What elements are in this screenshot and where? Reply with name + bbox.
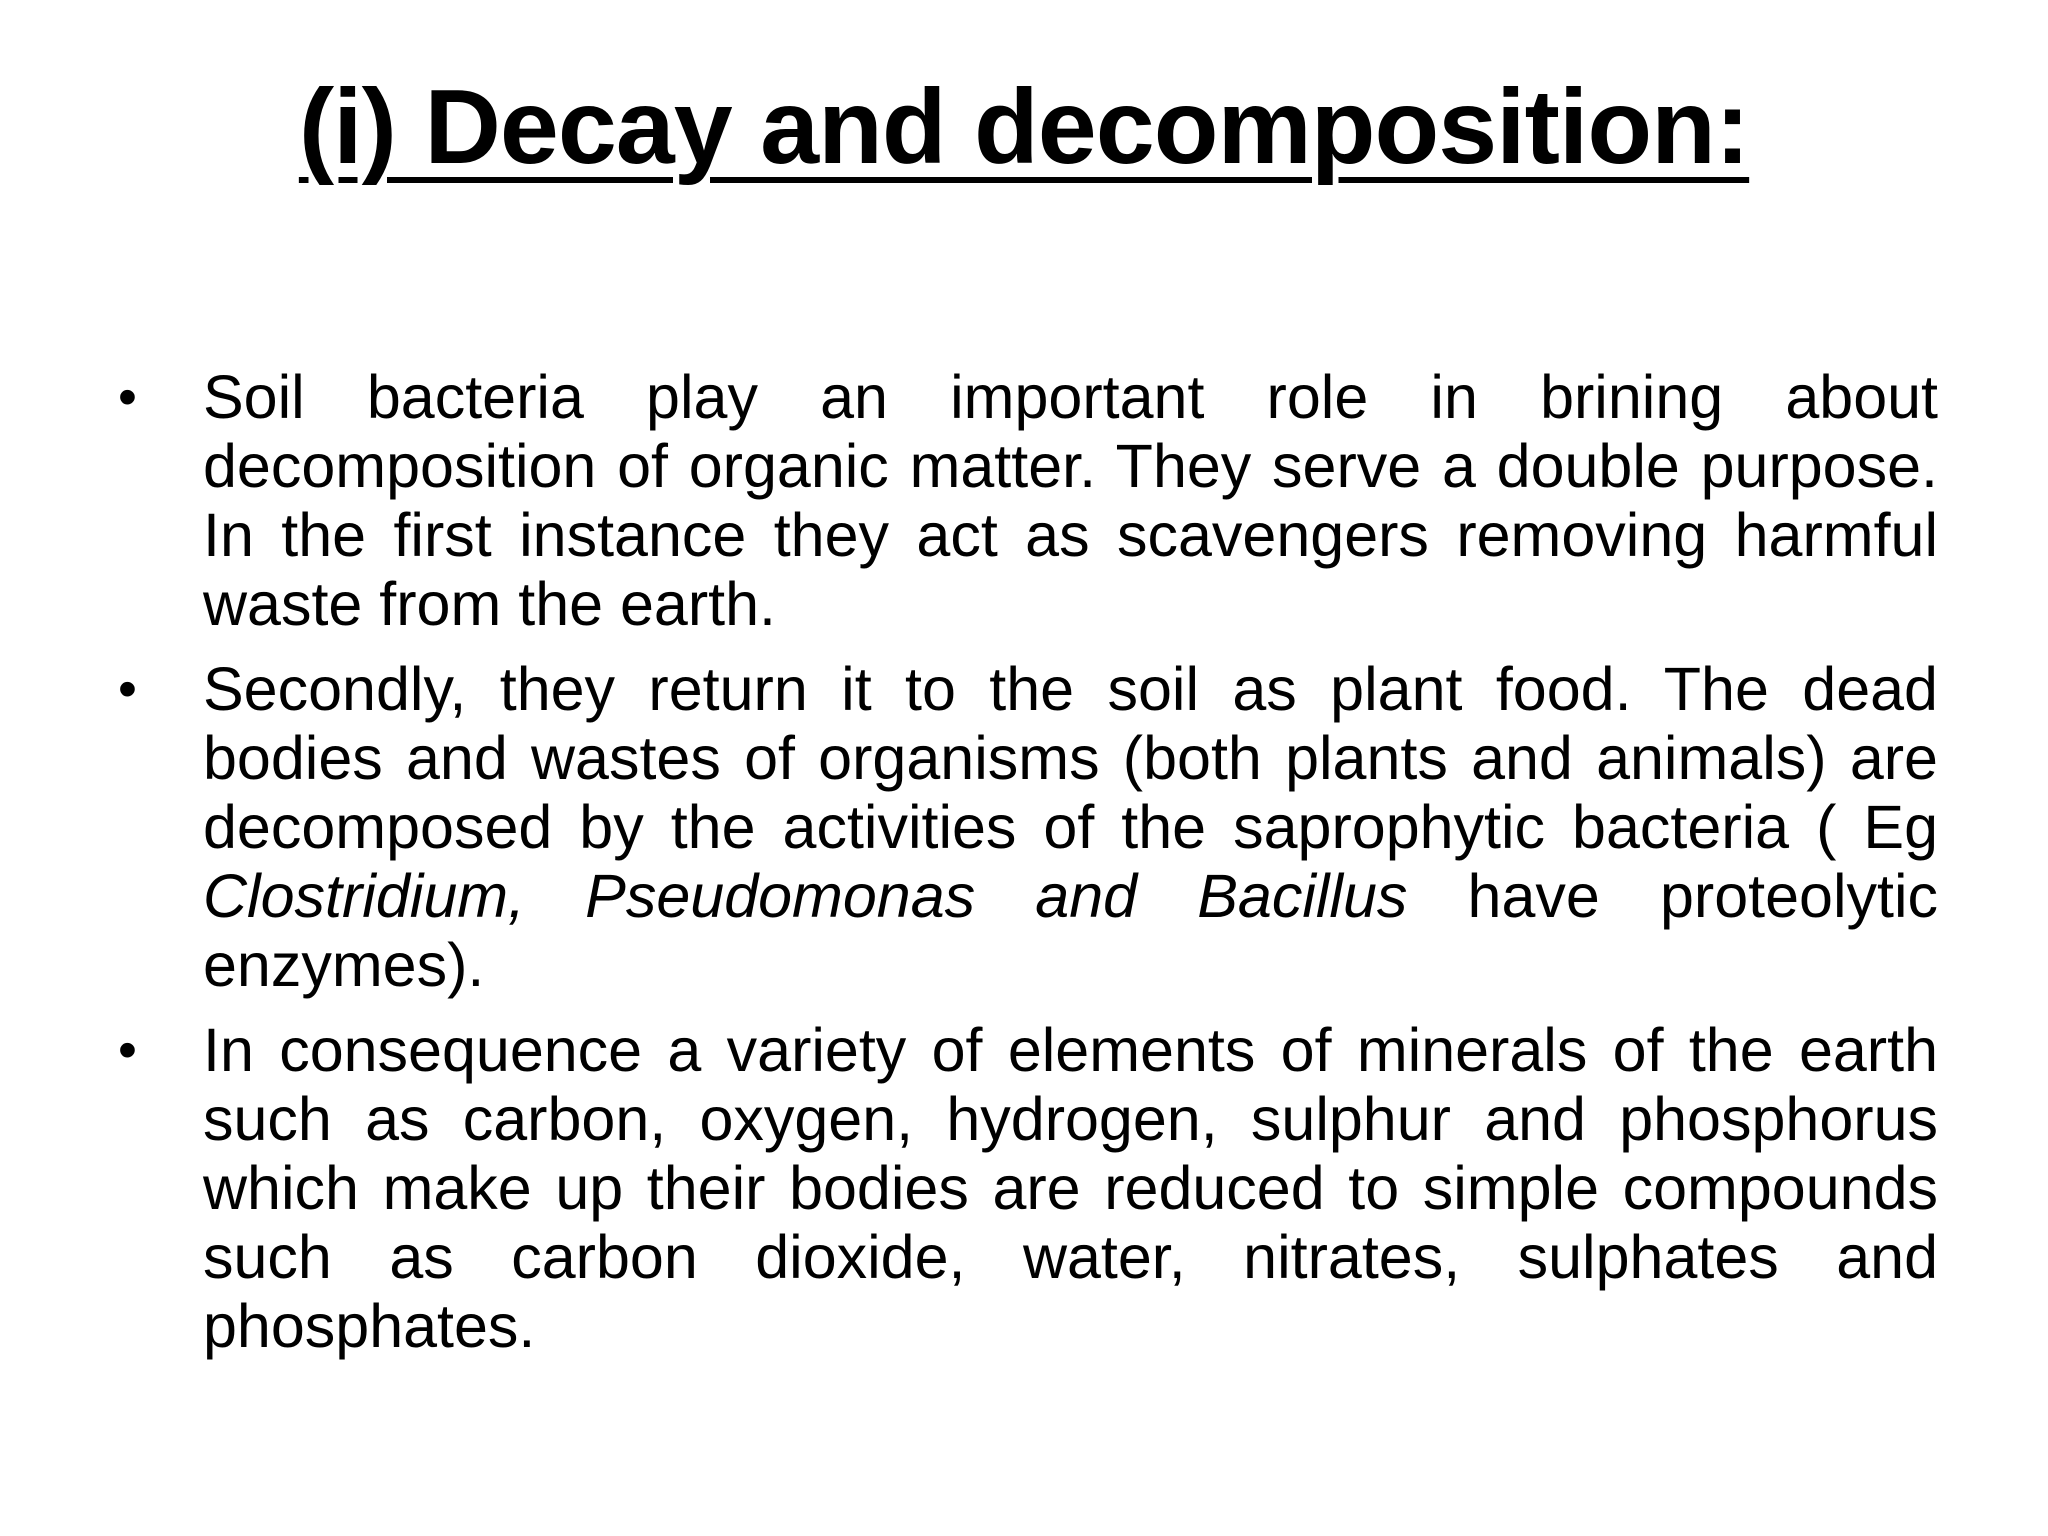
bullet-icon: • xyxy=(118,659,137,719)
slide-title xyxy=(0,62,2048,192)
bullet-text: In consequence a variety of elements of minerals of the earth such as carbon, oxygen, hydrogen, sulphur and phosphorus which make up their bodies are reduced to simple compounds such as carbon dioxide, water, nitrates, sulphates and phosphates. xyxy=(203,1016,1938,1360)
bullet-text xyxy=(203,655,1938,1000)
bullet-text-part: have proteolytic enzymes). xyxy=(203,862,1938,999)
bullet-text-part: Secondly, they return it to the soil as plant food. The dead bodies and wastes of organisms (both plants and animals) are decomposed by the activities of the saprophytic bacteria ( Eg xyxy=(203,655,1938,861)
slide-title-text: (i) Decay and decomposition: xyxy=(298,68,1750,186)
bullet-list xyxy=(118,363,1938,1377)
bullet-icon: • xyxy=(118,1020,137,1080)
bullet-item-2 xyxy=(118,655,1938,1000)
bullet-item-1 xyxy=(118,363,1938,639)
bullet-text-italic: Clostridium, Pseudomonas and Bacillus xyxy=(203,862,1408,930)
bullet-item-3 xyxy=(118,1016,1938,1361)
bullet-icon: • xyxy=(118,367,137,427)
bullet-text: Soil bacteria play an important role in brining about decomposition of organic matter. They serve a double purpose. In the first instance they act as scavengers removing harmful waste from the earth. xyxy=(203,363,1938,638)
